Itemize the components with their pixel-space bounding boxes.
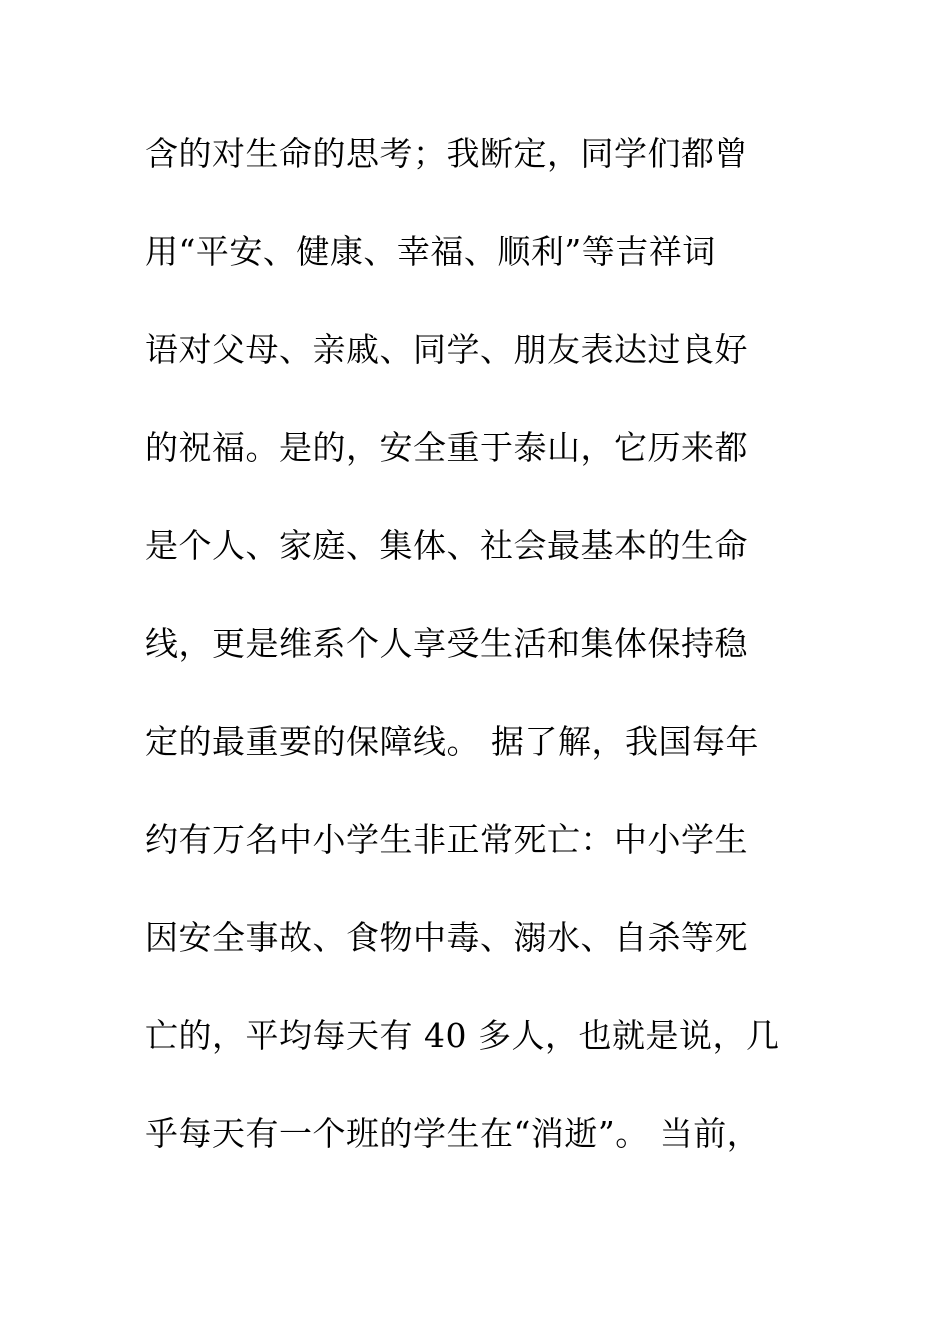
- text-line: 定的最重要的保障线。 据了解，我国每年: [145, 722, 759, 761]
- text-line: 的祝福。是的，安全重于泰山，它历来都: [145, 428, 748, 467]
- text-line: 乎每天有一个班的学生在“消逝”。 当前，: [145, 1114, 761, 1153]
- text-line: 亡的，平均每天有 40 多人，也就是说，几: [145, 1016, 780, 1055]
- text-line: 是个人、家庭、集体、社会最基本的生命: [145, 526, 748, 565]
- body-paragraph: [145, 128, 845, 1206]
- text-line: 语对父母、亲戚、同学、朋友表达过良好: [145, 330, 748, 369]
- text-line: 线，更是维系个人享受生活和集体保持稳: [145, 624, 748, 663]
- text-line: 用“平安、健康、幸福、顺利”等吉祥词: [145, 232, 716, 271]
- text-line: 因安全事故、食物中毒、溺水、自杀等死: [145, 918, 748, 957]
- text-line: 约有万名中小学生非正常死亡：中小学生: [145, 820, 748, 859]
- text-line: 含的对生命的思考；我断定，同学们都曾: [145, 134, 748, 173]
